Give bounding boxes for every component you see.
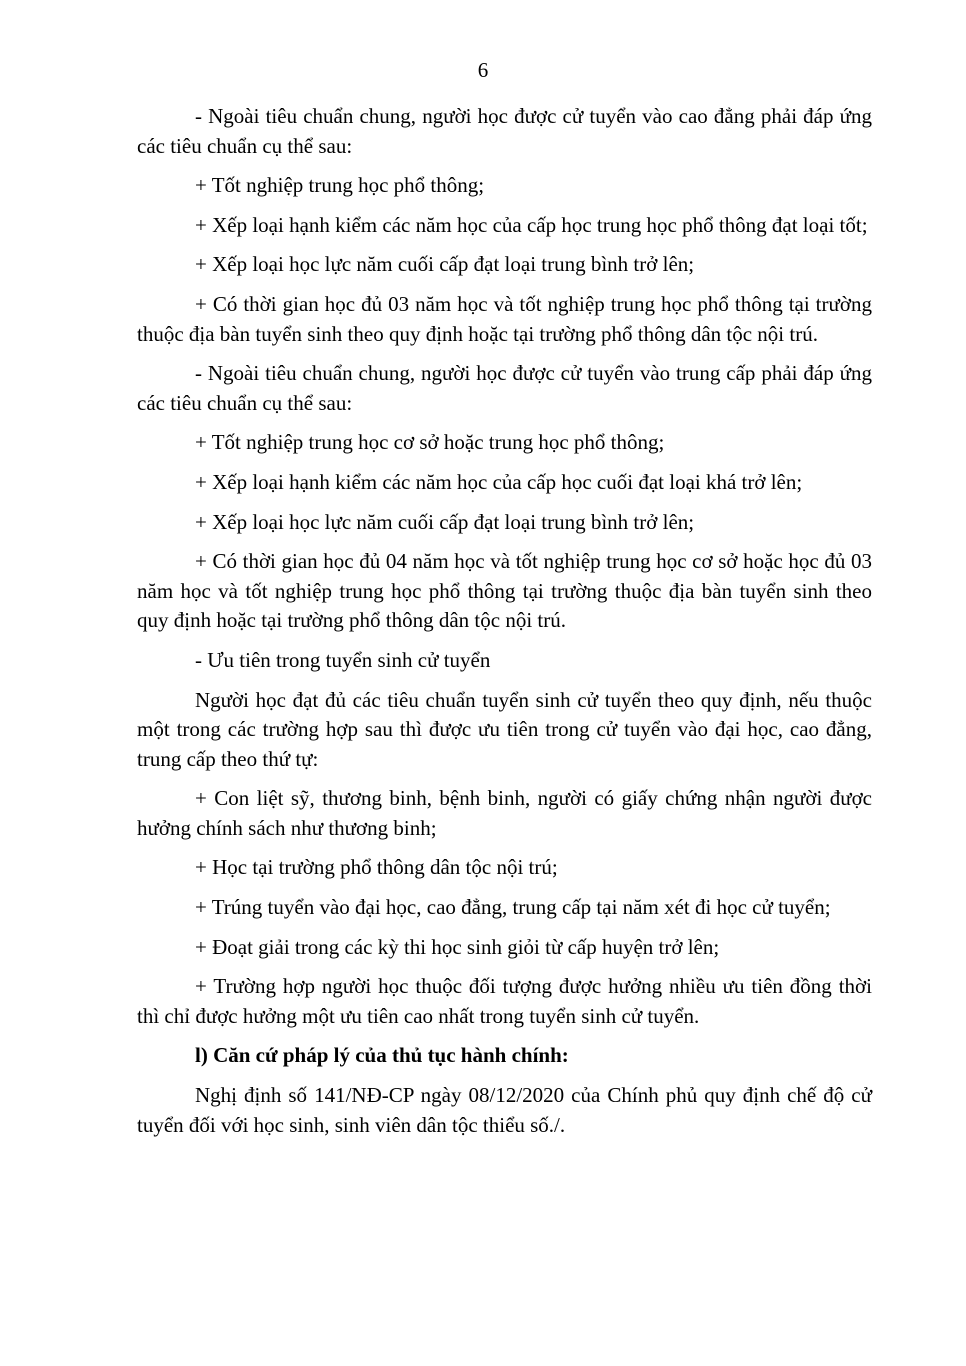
paragraph: Người học đạt đủ các tiêu chuẩn tuyển sinh cử tuyển theo quy định, nếu thuộc một trong các trường hợp sau thì được ưu tiên trong cử tuyển vào đại học, cao đẳng, trung cấp theo thứ tự: (137, 687, 872, 771)
paragraph: + Tốt nghiệp trung học cơ sở hoặc trung học phổ thông; (195, 430, 665, 455)
paragraph: - Ưu tiên trong tuyển sinh cử tuyển (195, 647, 491, 672)
paragraph: + Có thời gian học đủ 03 năm học và tốt nghiệp trung học phổ thông tại trường thuộc địa bàn tuyển sinh theo quy định hoặc tại trường phổ thông dân tộc nội trú. (137, 291, 872, 346)
paragraph: - Ngoài tiêu chuẩn chung, người học được cử tuyển vào trung cấp phải đáp ứng các tiêu chuẩn cụ thể sau: (137, 361, 872, 415)
paragraph: + Trúng tuyển vào đại học, cao đẳng, trung cấp tại năm xét đi học cử tuyển; (195, 895, 831, 920)
page-number: 6 (477, 58, 489, 82)
paragraph: + Học tại trường phổ thông dân tộc nội trú; (195, 855, 558, 880)
paragraph: Nghị định số 141/NĐ-CP ngày 08/12/2020 của Chính phủ quy định chế độ cử tuyển đối với học sinh, sinh viên dân tộc thiểu số./. (137, 1083, 872, 1137)
paragraph: + Xếp loại hạnh kiểm các năm học của cấp học cuối đạt loại khá trở lên; (195, 469, 803, 494)
paragraph: + Xếp loại học lực năm cuối cấp đạt loại trung bình trở lên; (195, 509, 695, 534)
paragraph: + Tốt nghiệp trung học phổ thông; (195, 173, 485, 198)
paragraph: + Có thời gian học đủ 04 năm học và tốt nghiệp trung học cơ sở hoặc học đủ 03 năm học và tốt nghiệp trung học phổ thông tại trường thuộc địa bàn tuyển sinh theo quy định hoặc tại trường phổ thông dân tộc nội trú. (137, 549, 872, 633)
paragraph: - Ngoài tiêu chuẩn chung, người học được cử tuyển vào cao đẳng phải đáp ứng các tiêu chuẩn cụ thể sau: (137, 104, 872, 158)
document-body (137, 102, 872, 1150)
paragraph: + Trường hợp người học thuộc đối tượng được hưởng nhiều ưu tiên đồng thời thì chỉ được hưởng một ưu tiên cao nhất trong tuyển sinh cử tuyển. (137, 974, 872, 1028)
paragraph: + Con liệt sỹ, thương binh, bệnh binh, người có giấy chứng nhận người được hưởng chính sách như thương binh; (137, 786, 872, 840)
paragraph: + Xếp loại học lực năm cuối cấp đạt loại trung bình trở lên; (195, 252, 695, 277)
section-heading: l) Căn cứ pháp lý của thủ tục hành chính: (195, 1043, 569, 1068)
paragraph: + Đoạt giải trong các kỳ thi học sinh giỏi từ cấp huyện trở lên; (195, 934, 720, 959)
paragraph: + Xếp loại hạnh kiểm các năm học của cấp học trung học phổ thông đạt loại tốt; (195, 212, 868, 237)
